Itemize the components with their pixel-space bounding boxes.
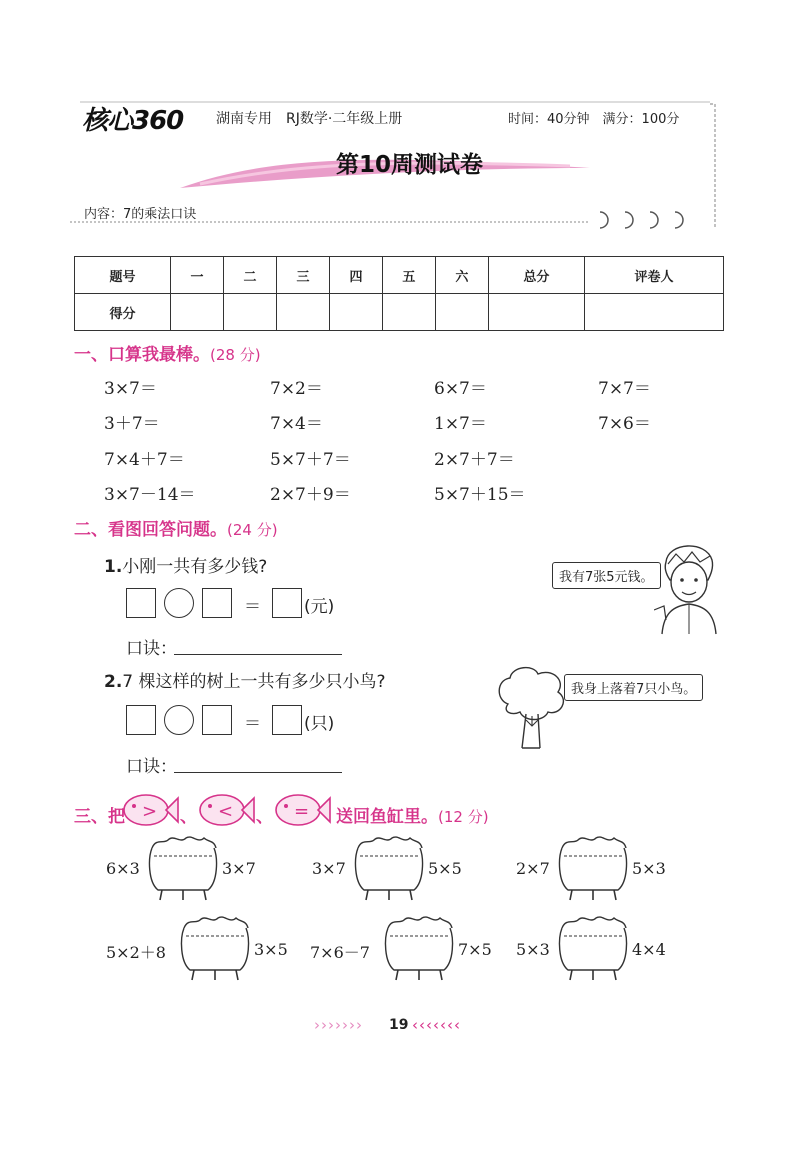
speech-bubble: 我有7张5元钱。 bbox=[552, 562, 661, 589]
unit-label: (只) bbox=[304, 714, 335, 734]
score-input-cell[interactable] bbox=[584, 294, 723, 331]
expression-left: 6×3 bbox=[106, 859, 140, 878]
answer-box[interactable] bbox=[126, 705, 156, 735]
problem: 7×7＝ bbox=[598, 379, 651, 399]
score-input-cell[interactable] bbox=[329, 294, 382, 331]
question-text: 7 棵这样的树上一共有多少只小鸟? bbox=[122, 672, 386, 692]
problem: 3＋7＝ bbox=[104, 414, 160, 434]
score-input-cell[interactable] bbox=[382, 294, 435, 331]
problem: 5×7＋15＝ bbox=[434, 485, 526, 505]
table-cell: 评卷人 bbox=[584, 257, 723, 294]
koujue-answer-line[interactable] bbox=[174, 754, 342, 773]
expression-left: 5×3 bbox=[516, 940, 550, 959]
equals-sign: ＝ bbox=[244, 597, 261, 617]
table-cell: 六 bbox=[435, 257, 488, 294]
answer-box[interactable] bbox=[202, 588, 232, 618]
equals-sign: ＝ bbox=[244, 714, 261, 734]
score-input-cell[interactable] bbox=[171, 294, 224, 331]
table-row bbox=[75, 257, 724, 294]
table-cell: 题号 bbox=[75, 257, 171, 294]
operator-circle[interactable] bbox=[164, 705, 194, 735]
expression-left: 7×6－7 bbox=[310, 943, 370, 962]
expression-right: 4×4 bbox=[632, 940, 666, 959]
problem: 7×4＋7＝ bbox=[104, 450, 185, 470]
answer-box[interactable] bbox=[126, 588, 156, 618]
problem: 7×4＝ bbox=[270, 414, 323, 434]
heading-separator: 、 bbox=[180, 807, 197, 827]
question-number: 1. bbox=[104, 557, 123, 577]
question-2 bbox=[104, 667, 386, 692]
page-title: 第10周测试卷 bbox=[336, 152, 484, 178]
table-cell: 四 bbox=[329, 257, 382, 294]
question-1 bbox=[104, 552, 267, 577]
fish-symbol: < bbox=[218, 801, 234, 822]
time-score-info: 时间：40分钟 满分：100分 bbox=[508, 112, 680, 127]
footer-arrows-right: ‹‹‹‹‹‹‹ bbox=[412, 1016, 461, 1034]
answer-box[interactable] bbox=[272, 588, 302, 618]
fish-tank[interactable] bbox=[382, 914, 456, 984]
problem: 2×7＋9＝ bbox=[270, 485, 351, 505]
problem: 3×7－14＝ bbox=[104, 485, 196, 505]
fish-greater-icon bbox=[122, 788, 180, 832]
fish-tank[interactable] bbox=[146, 834, 220, 904]
koujue-label: 口诀： bbox=[126, 639, 177, 659]
fish-less-icon bbox=[198, 788, 256, 832]
tree-illustration bbox=[494, 664, 570, 750]
expression-right: 3×7 bbox=[222, 859, 256, 878]
expression-right: 3×5 bbox=[254, 940, 288, 959]
section3-heading-post bbox=[336, 802, 489, 827]
answer-box[interactable] bbox=[272, 705, 302, 735]
fish-equal-icon bbox=[274, 788, 332, 832]
section3-heading-pre: 三、把 bbox=[74, 807, 125, 827]
table-cell: 得分 bbox=[75, 294, 171, 331]
content-scope: 内容：7的乘法口诀 bbox=[84, 207, 197, 222]
table-cell: 五 bbox=[382, 257, 435, 294]
operator-circle[interactable] bbox=[164, 588, 194, 618]
score-input-cell[interactable] bbox=[488, 294, 584, 331]
score-input-cell[interactable] bbox=[276, 294, 329, 331]
section3-points: (12 分) bbox=[438, 808, 489, 826]
question-number: 2. bbox=[104, 672, 123, 692]
page-number: 19 bbox=[389, 1017, 409, 1033]
section2-heading bbox=[74, 515, 278, 540]
expression-left: 3×7 bbox=[312, 859, 346, 878]
problem: 3×7＝ bbox=[104, 379, 157, 399]
speech-bubble: 我身上落着7只小鸟。 bbox=[564, 674, 703, 701]
book-subtitle: 湖南专用 RJ数学·二年级上册 bbox=[216, 111, 403, 127]
score-table bbox=[74, 256, 724, 331]
section2-title: 二、看图回答问题。 bbox=[74, 520, 227, 540]
problem: 6×7＝ bbox=[434, 379, 487, 399]
question-text: 小刚一共有多少钱? bbox=[122, 557, 268, 577]
expression-right: 5×3 bbox=[632, 859, 666, 878]
table-row bbox=[75, 294, 724, 331]
expression-right: 5×5 bbox=[428, 859, 462, 878]
heading-separator: 、 bbox=[256, 807, 273, 827]
brand-logo: 核心360 bbox=[82, 106, 184, 136]
section1-points: (28 分) bbox=[210, 346, 261, 364]
section3-title: 送回鱼缸里。 bbox=[336, 807, 438, 827]
problem: 7×2＝ bbox=[270, 379, 323, 399]
fish-symbol: > bbox=[142, 801, 158, 822]
fish-tank[interactable] bbox=[556, 914, 630, 984]
section2-points: (24 分) bbox=[227, 521, 278, 539]
answer-box[interactable] bbox=[202, 705, 232, 735]
score-input-cell[interactable] bbox=[435, 294, 488, 331]
footer-arrows-left: ››››››› bbox=[314, 1016, 363, 1034]
table-cell: 一 bbox=[171, 257, 224, 294]
problem: 7×6＝ bbox=[598, 414, 651, 434]
table-cell: 三 bbox=[276, 257, 329, 294]
unit-label: (元) bbox=[304, 597, 335, 617]
section1-title: 一、口算我最棒。 bbox=[74, 345, 210, 365]
table-cell: 总分 bbox=[488, 257, 584, 294]
fish-tank[interactable] bbox=[178, 914, 252, 984]
score-input-cell[interactable] bbox=[223, 294, 276, 331]
koujue-answer-line[interactable] bbox=[174, 636, 342, 655]
problem: 2×7＋7＝ bbox=[434, 450, 515, 470]
table-cell: 二 bbox=[223, 257, 276, 294]
koujue-label: 口诀： bbox=[126, 757, 177, 777]
expression-left: 5×2＋8 bbox=[106, 943, 166, 962]
fish-tank[interactable] bbox=[556, 834, 630, 904]
expression-right: 7×5 bbox=[458, 940, 492, 959]
problem: 5×7＋7＝ bbox=[270, 450, 351, 470]
expression-left: 2×7 bbox=[516, 859, 550, 878]
section1-heading bbox=[74, 340, 261, 365]
fish-symbol: = bbox=[294, 801, 310, 822]
boy-illustration bbox=[654, 540, 724, 636]
problem: 1×7＝ bbox=[434, 414, 487, 434]
fish-tank[interactable] bbox=[352, 834, 426, 904]
